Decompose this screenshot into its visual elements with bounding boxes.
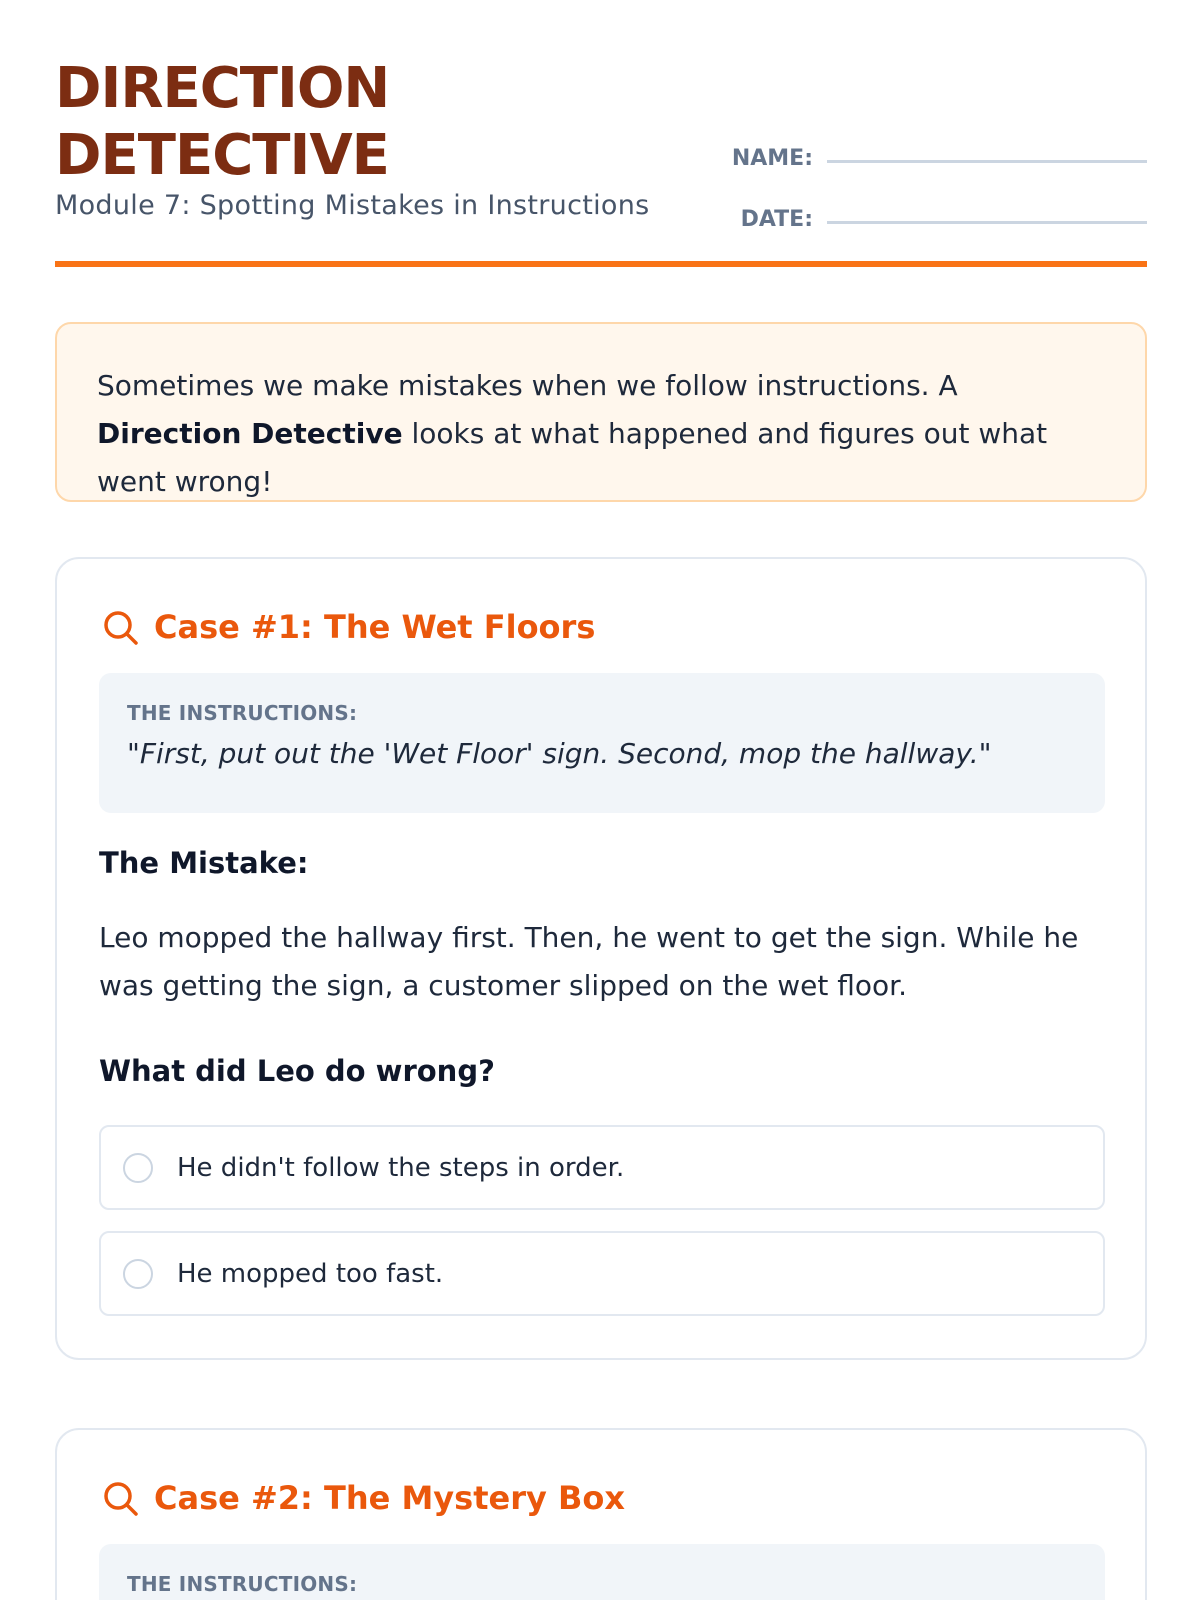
intro-text-after: looks at what happened and figures out what went wrong! <box>97 417 1048 498</box>
case-1-question: What did Leo do wrong? <box>99 1054 495 1088</box>
page-subtitle: Module 7: Spotting Mistakes in Instructions <box>55 190 650 221</box>
magnifier-icon <box>100 1478 140 1518</box>
worksheet-header <box>55 55 1147 265</box>
case-1-mistake-heading: The Mistake: <box>99 846 309 880</box>
name-line[interactable] <box>827 160 1147 163</box>
case-card-2 <box>55 1428 1147 1600</box>
radio-button[interactable] <box>123 1259 153 1289</box>
title-line-1: DIRECTION <box>55 56 390 121</box>
case-1-instructions-label: THE INSTRUCTIONS: <box>127 701 358 725</box>
name-field <box>727 142 1147 176</box>
date-field <box>727 203 1147 237</box>
intro-box <box>55 322 1147 502</box>
case-2-instructions-label: THE INSTRUCTIONS: <box>127 1572 358 1596</box>
intro-text-before: Sometimes we make mistakes when we follow instructions. A <box>97 369 958 402</box>
date-line[interactable] <box>827 221 1147 224</box>
name-label: NAME: <box>731 146 813 171</box>
radio-button[interactable] <box>123 1153 153 1183</box>
case-1-option-2-label: He mopped too fast. <box>177 1258 444 1289</box>
case-1-option-2[interactable] <box>99 1231 1105 1316</box>
title-line-2: DETECTIVE <box>55 123 389 188</box>
case-1-option-1[interactable] <box>99 1125 1105 1210</box>
page-title <box>55 55 389 189</box>
case-2-title: Case #2: The Mystery Box <box>154 1479 625 1517</box>
header-divider <box>55 261 1147 267</box>
case-1-option-1-label: He didn't follow the steps in order. <box>177 1152 625 1183</box>
case-1-title: Case #1: The Wet Floors <box>154 608 596 646</box>
case-1-instructions-text: "First, put out the 'Wet Floor' sign. Second, mop the hallway." <box>127 737 992 770</box>
intro-bold-term: Direction Detective <box>97 417 403 450</box>
case-1-instructions-box <box>99 673 1105 813</box>
case-2-instructions-box <box>99 1544 1105 1600</box>
case-2-header <box>100 1476 625 1520</box>
case-1-mistake-text: Leo mopped the hallway first. Then, he went to get the sign. While he was getting the sign, a customer slipped on the wet floor. <box>99 921 1079 1002</box>
case-card-1 <box>55 557 1147 1360</box>
date-label: DATE: <box>740 207 813 232</box>
magnifier-icon <box>100 607 140 647</box>
case-1-header <box>100 605 595 649</box>
